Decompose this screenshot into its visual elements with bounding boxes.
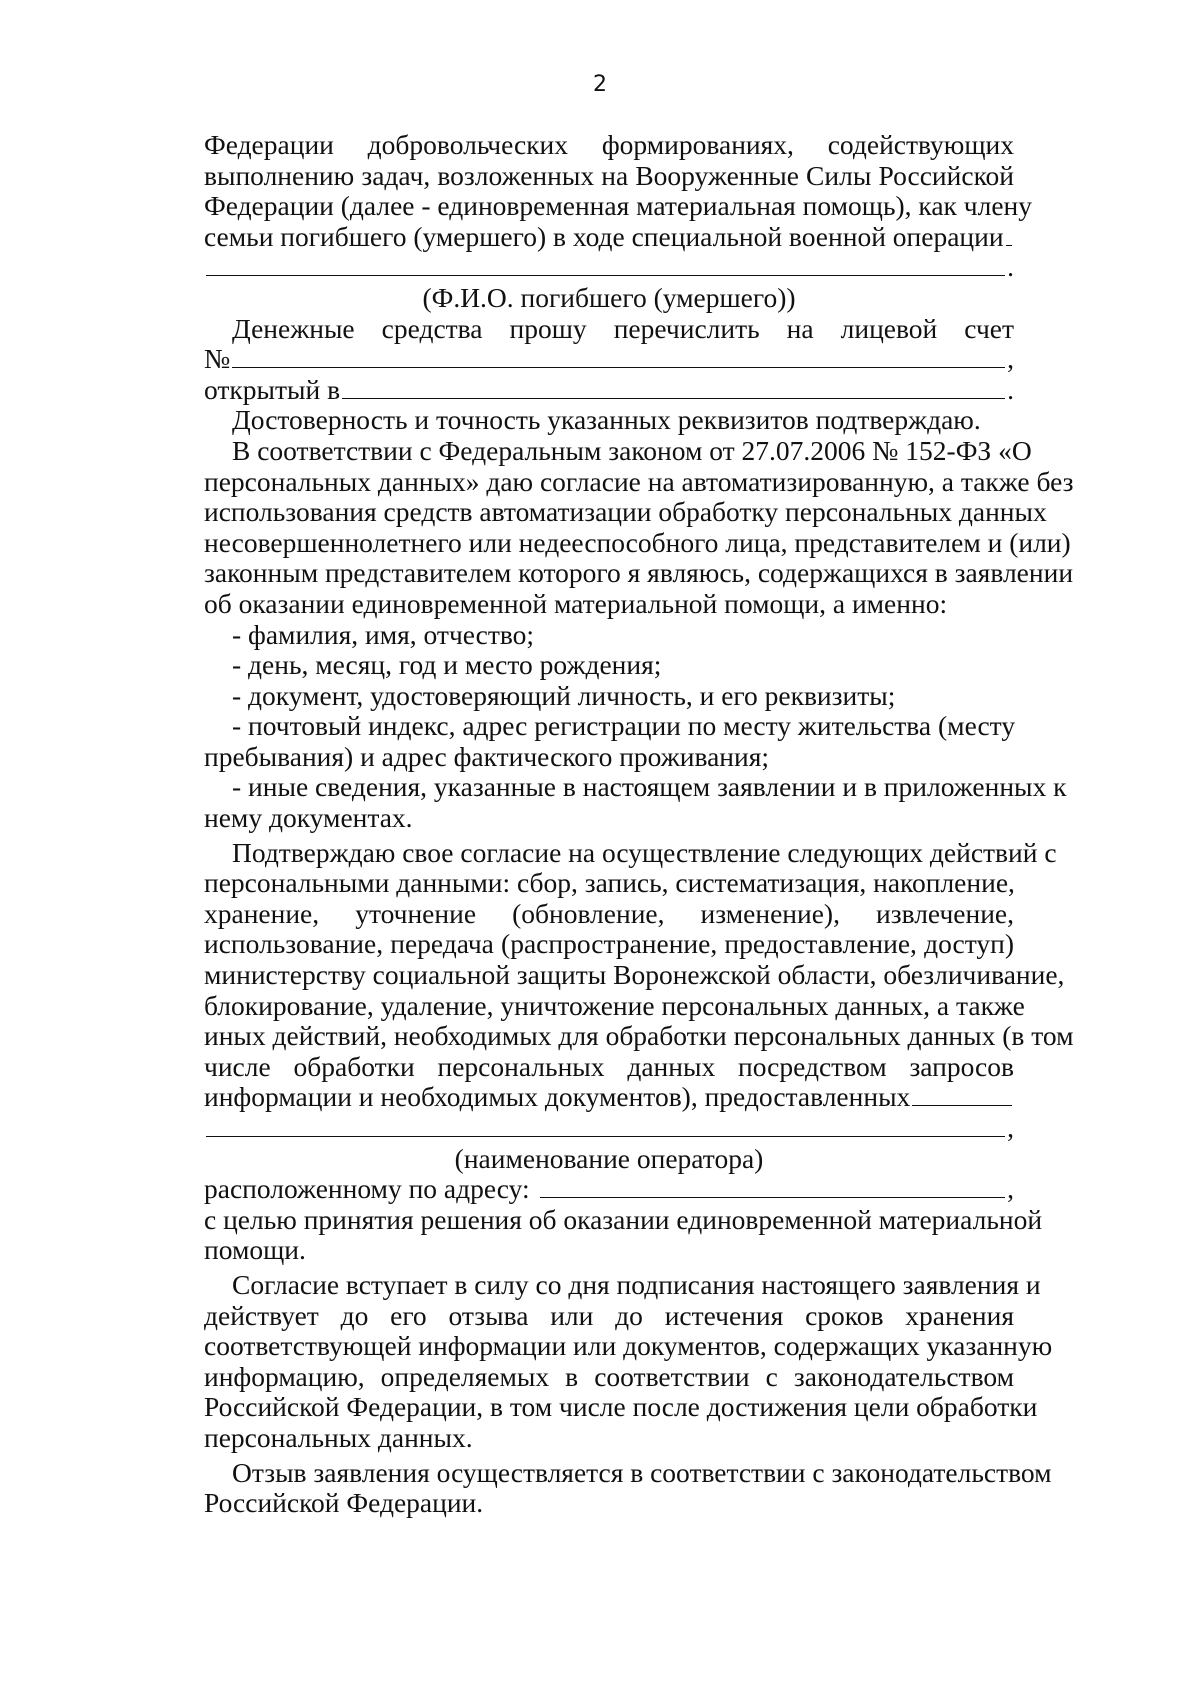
- bank-row: открытый в .: [204, 373, 1014, 405]
- text-line: Денежные средства прошу перечислить на лицевой счет: [232, 312, 1014, 344]
- text-line: министерству социальной защиты Воронежской области, обезличивание,: [204, 959, 1065, 991]
- operator-field-start[interactable]: [912, 1083, 1012, 1106]
- operator-caption: (наименование оператора): [454, 1142, 764, 1174]
- text-line: персональными данными: сбор, запись, систематизация, накопление,: [204, 867, 1015, 899]
- text-line: числе обработки персональных данных посредством запросов: [204, 1050, 1014, 1082]
- address-field[interactable]: [540, 1175, 1005, 1198]
- text-line: информации и необходимых документов), предоставленных: [204, 1081, 911, 1113]
- list-item: - день, месяц, год и место рождения;: [232, 649, 662, 681]
- text-line: выполнению задач, возложенных на Вооруженные Силы Российской: [204, 159, 1014, 191]
- account-number-row: № ,: [204, 343, 1014, 375]
- text-line: использование, передача (распространение, предоставление, доступ): [204, 928, 1014, 960]
- text-line: Подтверждаю свое согласие на осуществление следующих действий с: [232, 836, 1057, 868]
- text-line: информацию, определяемых в соответствии с законодательством: [204, 1360, 1014, 1392]
- text-line: семьи погибшего (умершего) в ходе специальной военной операции: [204, 220, 1004, 252]
- fio-line: [204, 222, 1014, 253]
- text-line: помощи.: [204, 1234, 306, 1266]
- text-line: блокирование, удаление, уничтожение персональных данных, а также: [204, 989, 1025, 1021]
- text-line: соответствующей информации или документов, содержащих указанную: [204, 1330, 1053, 1362]
- text-line: хранение, уточнение (обновление, изменение), извлечение,: [204, 897, 1014, 929]
- operator-field-row: ,: [204, 1113, 1014, 1144]
- fio-caption: (Ф.И.О. погибшего (умершего)): [422, 281, 796, 313]
- operator-field[interactable]: [206, 1114, 1005, 1137]
- bank-label: открытый в: [204, 373, 341, 405]
- text-line: Отзыв заявления осуществляется в соответствии с законодательством: [232, 1456, 1052, 1488]
- text-line: несовершеннолетнего или недееспособного лица, представителем и (или): [204, 526, 1071, 558]
- address-label: расположенному по адресу:: [204, 1173, 530, 1205]
- account-number-field[interactable]: [232, 345, 1005, 368]
- text-line: В соответствии с Федеральным законом от 27.07.2006 № 152-ФЗ «О: [232, 434, 1032, 466]
- text-line: Достоверность и точность указанных реквизитов подтверждаю.: [232, 404, 981, 436]
- list-item-cont: пребывания) и адрес фактического проживания;: [204, 740, 770, 772]
- text-line: иных действий, необходимых для обработки персональных данных (в том: [204, 1020, 1074, 1052]
- page-number: 2: [593, 72, 607, 97]
- text-line: действует до его отзыва или до истечения сроков хранения: [204, 1299, 1014, 1331]
- text-line: Российской Федерации.: [204, 1487, 484, 1519]
- text-line: Российской Федерации, в том числе после достижения цели обработки: [204, 1391, 1038, 1423]
- list-item: - документ, удостоверяющий личность, и его реквизиты;: [232, 679, 896, 711]
- text-line: персональных данных.: [204, 1421, 473, 1453]
- text-line: об оказании единовременной материальной помощи, а именно:: [204, 587, 948, 619]
- list-item: - иные сведения, указанные в настоящем заявлении и в приложенных к: [232, 771, 1067, 803]
- text-line: Федерации добровольческих формированиях, содействующих: [204, 129, 1014, 160]
- text-line: использования средств автоматизации обработку персональных данных: [204, 496, 1047, 528]
- fio-field[interactable]: [206, 253, 1005, 276]
- fio-field-row: .: [204, 252, 1014, 283]
- list-item: - фамилия, имя, отчество;: [232, 618, 535, 650]
- text-line: законным представителем которого я являюсь, содержащихся в заявлении: [204, 557, 1074, 589]
- address-row: расположенному по адресу: ,: [204, 1173, 1014, 1205]
- bank-field[interactable]: [342, 376, 1005, 399]
- fio-field-start[interactable]: [1006, 223, 1012, 246]
- account-number-label: №: [204, 343, 231, 375]
- document-body: [204, 129, 1074, 1519]
- text-line: Согласие вступает в силу со дня подписания настоящего заявления и: [232, 1268, 1041, 1300]
- text-line: с целью принятия решения об оказании единовременной материальной: [204, 1203, 1043, 1235]
- text-line: персональных данных» даю согласие на автоматизированную, а также без: [204, 465, 1074, 497]
- operator-line: [204, 1082, 1014, 1113]
- text-line: Федерации (далее - единовременная материальная помощь), как члену: [204, 190, 1033, 222]
- list-item-cont: нему документах.: [204, 802, 413, 834]
- list-item: - почтовый индекс, адрес регистрации по месту жительства (месту: [232, 710, 1016, 742]
